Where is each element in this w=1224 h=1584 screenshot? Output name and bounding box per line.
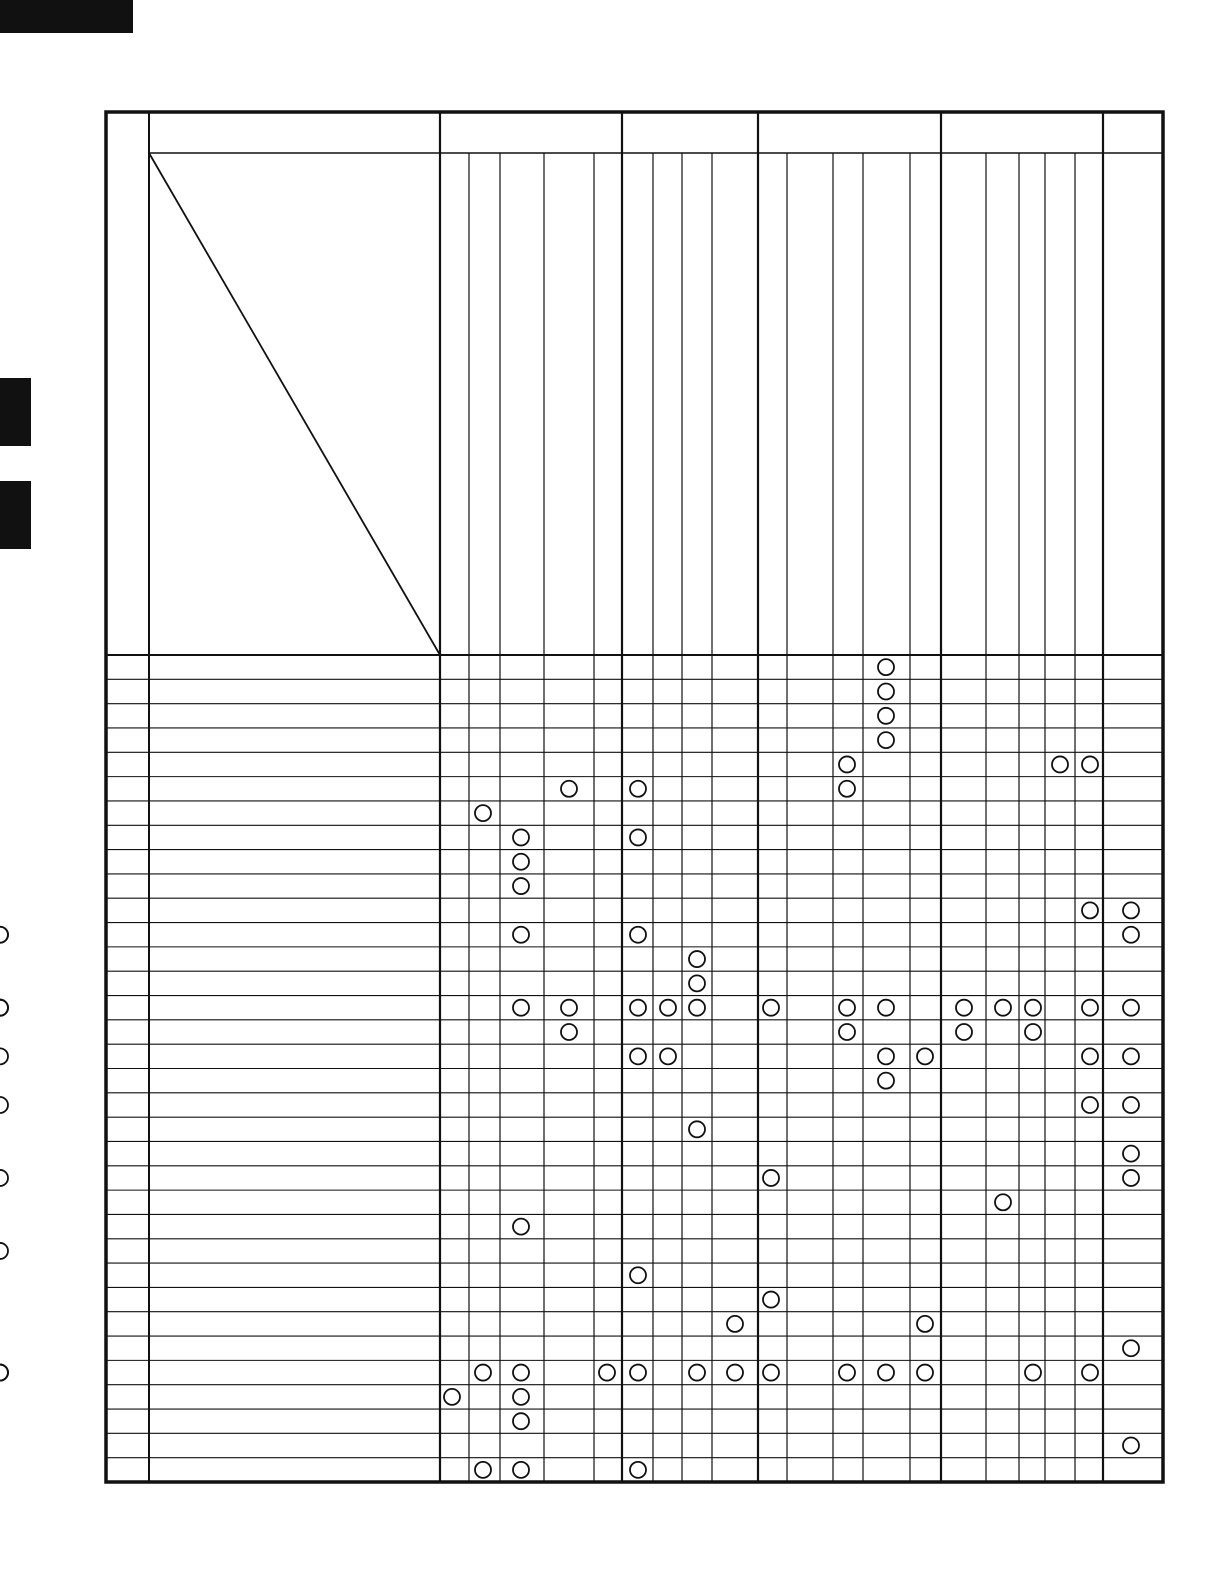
check-mark-circle xyxy=(1082,1048,1098,1064)
check-mark-circle xyxy=(630,927,646,943)
check-mark-circle xyxy=(513,1365,529,1381)
check-mark-circle xyxy=(1123,1438,1139,1454)
check-mark-circle xyxy=(513,1413,529,1429)
check-mark-circle xyxy=(1082,756,1098,772)
check-mark-circle xyxy=(561,1000,577,1016)
check-mark-circle xyxy=(878,732,894,748)
check-mark-circle xyxy=(689,1121,705,1137)
check-mark-circle xyxy=(1123,902,1139,918)
check-mark-circle xyxy=(839,1365,855,1381)
check-mark-circle xyxy=(513,1389,529,1405)
check-mark-circle xyxy=(878,1048,894,1064)
check-mark-circle xyxy=(1123,1000,1139,1016)
check-mark-circle xyxy=(839,1000,855,1016)
check-mark-circle xyxy=(660,1000,676,1016)
check-mark-circle xyxy=(475,805,491,821)
check-mark-circle xyxy=(1123,1170,1139,1186)
check-mark-circle xyxy=(878,1000,894,1016)
check-mark-circle xyxy=(513,854,529,870)
check-mark-circle xyxy=(0,1048,8,1064)
check-mark-circle xyxy=(513,1219,529,1235)
check-mark-circle xyxy=(689,951,705,967)
check-mark-circle xyxy=(839,781,855,797)
check-mark-circle xyxy=(956,1024,972,1040)
check-mark-circle xyxy=(0,1097,8,1113)
check-mark-circle xyxy=(878,708,894,724)
check-mark-circle xyxy=(0,1170,8,1186)
check-mark-circle xyxy=(878,659,894,675)
check-mark-circle xyxy=(513,878,529,894)
check-mark-circle xyxy=(630,829,646,845)
check-mark-circle xyxy=(727,1316,743,1332)
check-mark-circle xyxy=(0,1000,8,1016)
check-mark-circle xyxy=(917,1316,933,1332)
check-mark-circle xyxy=(1082,1097,1098,1113)
check-mark-circle xyxy=(956,1000,972,1016)
check-mark-circle xyxy=(1123,1048,1139,1064)
check-mark-circle xyxy=(1082,1000,1098,1016)
check-mark-circle xyxy=(1123,1146,1139,1162)
check-mark-circle xyxy=(878,1073,894,1089)
check-mark-circle xyxy=(599,1365,615,1381)
check-mark-circle xyxy=(513,1000,529,1016)
check-mark-circle xyxy=(0,1365,8,1381)
check-mark-circle xyxy=(763,1170,779,1186)
check-mark-circle xyxy=(1123,1340,1139,1356)
check-mark-circle xyxy=(839,756,855,772)
check-mark-circle xyxy=(513,1462,529,1478)
check-mark-circle xyxy=(0,1243,8,1259)
check-mark-circle xyxy=(1082,902,1098,918)
check-mark-circle xyxy=(630,1365,646,1381)
check-mark-circle xyxy=(630,1000,646,1016)
check-mark-circle xyxy=(839,1024,855,1040)
header-diagonal xyxy=(149,153,440,655)
check-mark-circle xyxy=(0,927,8,943)
check-mark-circle xyxy=(630,1048,646,1064)
check-mark-circle xyxy=(763,1292,779,1308)
check-mark-circle xyxy=(689,975,705,991)
check-mark-circle xyxy=(1123,1097,1139,1113)
check-mark-circle xyxy=(513,829,529,845)
check-mark-circle xyxy=(689,1000,705,1016)
check-mark-circle xyxy=(727,1365,743,1381)
check-mark-circle xyxy=(513,927,529,943)
check-mark-circle xyxy=(475,1365,491,1381)
check-mark-circle xyxy=(763,1365,779,1381)
check-mark-circle xyxy=(917,1365,933,1381)
check-mark-circle xyxy=(561,1024,577,1040)
check-mark-circle xyxy=(878,1365,894,1381)
check-mark-circle xyxy=(917,1048,933,1064)
check-mark-circle xyxy=(689,1365,705,1381)
check-mark-circle xyxy=(561,781,577,797)
check-mark-circle xyxy=(630,1267,646,1283)
check-mark-circle xyxy=(444,1389,460,1405)
check-mark-circle xyxy=(995,1194,1011,1210)
check-mark-circle xyxy=(878,683,894,699)
check-mark-circle xyxy=(1025,1365,1041,1381)
check-mark-circle xyxy=(660,1048,676,1064)
check-mark-circle xyxy=(1025,1000,1041,1016)
table-frame xyxy=(106,112,1163,1482)
check-mark-circle xyxy=(475,1462,491,1478)
check-mark-circle xyxy=(1052,756,1068,772)
check-mark-circle xyxy=(630,1462,646,1478)
check-mark-circle xyxy=(1082,1365,1098,1381)
check-mark-circle xyxy=(1123,927,1139,943)
check-mark-circle xyxy=(630,781,646,797)
check-mark-circle xyxy=(763,1000,779,1016)
check-mark-circle xyxy=(995,1000,1011,1016)
check-mark-circle xyxy=(1025,1024,1041,1040)
